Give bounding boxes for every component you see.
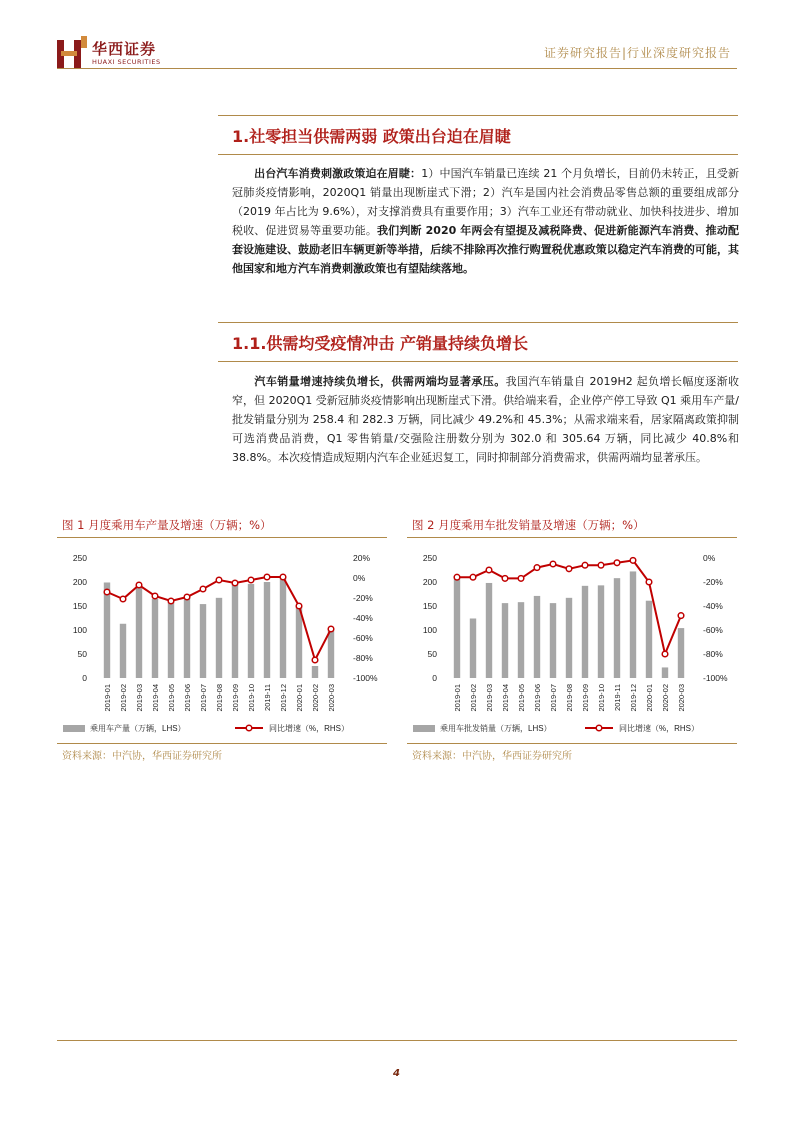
growth-point-2019-04 xyxy=(502,576,508,582)
growth-point-2020-02 xyxy=(312,657,318,663)
left-axis-tick-label: 200 xyxy=(72,577,87,587)
section-1-1-lead: 汽车销量增速持续负增长，供需两端均显著承压。 xyxy=(254,375,506,388)
x-axis-tick-label: 2020-02 xyxy=(311,684,320,712)
legend-line-label: 同比增速（%，RHS） xyxy=(269,724,350,733)
x-axis-tick-label: 2019-05 xyxy=(517,684,526,712)
figure-2-top-rule xyxy=(407,537,737,538)
growth-point-2019-07 xyxy=(550,561,556,567)
growth-point-2019-07 xyxy=(200,586,206,592)
section-1-title: 1.社零担当供需两弱 政策出台迫在眉睫 xyxy=(232,127,511,146)
figure-1-source: 资料来源：中汽协，华西证券研究所 xyxy=(62,751,222,762)
right-axis-tick-label: 20% xyxy=(353,553,371,563)
section-1-body: 1）中国汽车销量已连续 21 个月负增长，目前仍未转正，且受新冠肺炎疫情影响，2020Q1 销量出现断崖式下滑；2）汽车是国内社会消费品零售总额的重要组成部分（2019 年占比为 9.6%），对支撑消费具有重要作用；3）汽车工业还有带动就业、加快科技进步、增加税收、促进贸易等重要功能。 xyxy=(232,167,739,237)
figure-2-title: 图 2 月度乘用车批发销量及增速（万辆；%） xyxy=(412,518,645,532)
growth-point-2020-01 xyxy=(646,579,652,585)
growth-point-2019-12 xyxy=(280,574,286,580)
growth-point-2019-05 xyxy=(168,598,174,604)
bar-2019-11 xyxy=(264,582,270,678)
x-axis-tick-label: 2019-04 xyxy=(151,684,160,712)
bar-2019-04 xyxy=(502,603,508,678)
x-axis-tick-label: 2019-01 xyxy=(103,684,112,712)
bar-2019-11 xyxy=(614,578,620,678)
x-axis-tick-label: 2019-07 xyxy=(199,684,208,712)
right-axis-tick-label: -20% xyxy=(353,593,373,603)
bar-2019-07 xyxy=(200,604,206,678)
bar-2019-06 xyxy=(184,598,190,678)
left-axis-tick-label: 0 xyxy=(432,673,437,683)
x-axis-tick-label: 2020-01 xyxy=(645,684,654,712)
figure-1-title: 图 1 月度乘用车产量及增速（万辆；%） xyxy=(62,518,272,532)
section-1-1-body: 我国汽车销量自 2019H2 起负增长幅度逐渐收窄，但 2020Q1 受新冠肺炎疫情影响出现断崖式下滑。供给端来看，企业停产停工导致 Q1 乘用车产量/批发销量分别为 258.4 和 282.3 万辆，同比减少 49.2%和 45.3%；从需求端来看，居家隔离政策抑制可选消费品消费，Q1 零售销量/交强险注册数分别为 302.0 和 305.64 万辆，同比减少 40.8%和 38.8%。本次疫情造成短期内汽车企业延迟复工，同时抑制部分消费需求，供需两端均显著承压。 xyxy=(232,375,739,464)
x-axis-tick-label: 2019-09 xyxy=(581,684,590,712)
bar-2019-10 xyxy=(248,584,254,678)
left-axis-tick-label: 100 xyxy=(72,625,87,635)
x-axis-tick-label: 2019-12 xyxy=(279,684,288,712)
bar-2019-09 xyxy=(232,584,238,678)
legend-line-marker xyxy=(246,725,252,731)
header-divider xyxy=(57,68,737,69)
logo-text-en: HUAXI SECURITIES xyxy=(92,58,161,66)
x-axis-tick-label: 2019-08 xyxy=(565,684,574,712)
bar-2019-08 xyxy=(216,598,222,678)
growth-point-2020-02 xyxy=(662,651,668,657)
growth-point-2019-11 xyxy=(264,574,270,580)
legend-bar-swatch xyxy=(413,725,435,732)
growth-point-2020-03 xyxy=(678,613,684,619)
bar-2019-07 xyxy=(550,603,556,678)
section-1-1-title: 1.1.供需均受疫情冲击 产销量持续负增长 xyxy=(232,334,528,353)
growth-point-2019-08 xyxy=(566,566,572,572)
right-axis-tick-label: -60% xyxy=(703,625,723,635)
growth-point-2019-01 xyxy=(454,574,460,580)
growth-point-2019-10 xyxy=(598,562,604,568)
right-axis-tick-label: -20% xyxy=(703,577,723,587)
figure-2-source: 资料来源：中汽协，华西证券研究所 xyxy=(412,751,572,762)
growth-point-2019-01 xyxy=(104,589,110,595)
figure-2-bottom-rule xyxy=(407,743,737,744)
bar-2019-02 xyxy=(120,624,126,678)
legend-line-label: 同比增速（%，RHS） xyxy=(619,724,700,733)
left-axis-tick-label: 150 xyxy=(422,601,437,611)
bar-2019-12 xyxy=(630,571,636,678)
x-axis-tick-label: 2019-02 xyxy=(469,684,478,712)
left-axis-tick-label: 50 xyxy=(77,649,87,659)
growth-point-2019-03 xyxy=(136,582,142,588)
left-axis-tick-label: 100 xyxy=(422,625,437,635)
legend-line-marker xyxy=(596,725,602,731)
x-axis-tick-label: 2019-07 xyxy=(549,684,558,712)
legend-bar-label: 乘用车产量（万辆，LHS） xyxy=(90,724,186,733)
figure-1-bottom-rule xyxy=(57,743,387,744)
right-axis-tick-label: 0% xyxy=(353,573,366,583)
report-type-label: 证券研究报告|行业深度研究报告 xyxy=(543,46,731,60)
footer-divider xyxy=(57,1040,737,1041)
bar-2020-03 xyxy=(328,631,334,678)
bar-2019-12 xyxy=(280,577,286,678)
right-axis-tick-label: -100% xyxy=(353,673,378,683)
bar-2020-01 xyxy=(646,601,652,678)
growth-point-2019-06 xyxy=(534,565,540,571)
growth-point-2019-04 xyxy=(152,593,158,599)
x-axis-tick-label: 2019-08 xyxy=(215,684,224,712)
x-axis-tick-label: 2020-03 xyxy=(677,684,686,712)
bar-2019-02 xyxy=(470,618,476,678)
x-axis-tick-label: 2019-01 xyxy=(453,684,462,712)
bar-2019-04 xyxy=(152,599,158,678)
bar-2019-01 xyxy=(454,577,460,678)
growth-point-2019-10 xyxy=(248,577,254,583)
section-1-paragraph xyxy=(232,164,739,278)
bar-2020-02 xyxy=(662,667,668,678)
x-axis-tick-label: 2019-11 xyxy=(263,684,272,711)
growth-point-2019-02 xyxy=(470,574,476,580)
left-axis-tick-label: 250 xyxy=(422,553,437,563)
bar-2019-06 xyxy=(534,596,540,678)
right-axis-tick-label: -80% xyxy=(703,649,723,659)
x-axis-tick-label: 2019-10 xyxy=(597,684,606,712)
bar-2020-02 xyxy=(312,666,318,678)
left-axis-tick-label: 250 xyxy=(72,553,87,563)
x-axis-tick-label: 2019-06 xyxy=(183,684,192,712)
legend-bar-swatch xyxy=(63,725,85,732)
figure-1-chart xyxy=(57,543,387,741)
growth-point-2019-08 xyxy=(216,577,222,583)
left-axis-tick-label: 200 xyxy=(422,577,437,587)
section-1-1-paragraph xyxy=(232,372,739,467)
growth-point-2020-01 xyxy=(296,603,302,609)
x-axis-tick-label: 2019-04 xyxy=(501,684,510,712)
growth-point-2019-06 xyxy=(184,594,190,600)
growth-point-2019-09 xyxy=(582,562,588,568)
left-axis-tick-label: 0 xyxy=(82,673,87,683)
growth-point-2019-12 xyxy=(630,558,636,564)
x-axis-tick-label: 2019-03 xyxy=(485,684,494,712)
right-axis-tick-label: -100% xyxy=(703,673,728,683)
x-axis-tick-label: 2019-10 xyxy=(247,684,256,712)
section-1-conclusion: 我们判断 2020 年两会有望提及减税降费、促进新能源汽车消费、推动配套设施建设、鼓励老旧车辆更新等举措，后续不排除再次推行购置税优惠政策以稳定汽车消费的可能，其他国家和地方汽车消费刺激政策也有望陆续落地。 xyxy=(232,224,739,275)
bar-2019-10 xyxy=(598,585,604,678)
bar-2019-05 xyxy=(168,601,174,678)
bar-2019-09 xyxy=(582,586,588,678)
figure-1-top-rule xyxy=(57,537,387,538)
legend-bar-label: 乘用车批发销量（万辆，LHS） xyxy=(440,724,552,733)
right-axis-tick-label: -40% xyxy=(703,601,723,611)
page-number: 4 xyxy=(393,1068,400,1079)
x-axis-tick-label: 2019-09 xyxy=(231,684,240,712)
bar-2020-01 xyxy=(296,607,302,678)
growth-point-2019-03 xyxy=(486,567,492,573)
growth-point-2019-09 xyxy=(232,580,238,586)
bar-2019-05 xyxy=(518,602,524,678)
x-axis-tick-label: 2019-02 xyxy=(119,684,128,712)
growth-point-2019-11 xyxy=(614,560,620,566)
right-axis-tick-label: -40% xyxy=(353,613,373,623)
bar-2019-03 xyxy=(486,583,492,678)
right-axis-tick-label: 0% xyxy=(703,553,716,563)
bar-2019-01 xyxy=(104,582,110,678)
bar-2019-08 xyxy=(566,598,572,678)
x-axis-tick-label: 2019-12 xyxy=(629,684,638,712)
page-header xyxy=(0,0,793,80)
x-axis-tick-label: 2020-01 xyxy=(295,684,304,712)
figure-2-chart xyxy=(407,543,737,741)
x-axis-tick-label: 2019-11 xyxy=(613,684,622,711)
x-axis-tick-label: 2019-03 xyxy=(135,684,144,712)
x-axis-tick-label: 2020-03 xyxy=(327,684,336,712)
bar-2019-03 xyxy=(136,586,142,678)
section-1-lead: 出台汽车消费刺激政策迫在眉睫： xyxy=(254,167,422,180)
growth-point-2019-05 xyxy=(518,576,524,582)
growth-point-2020-03 xyxy=(328,626,334,632)
x-axis-tick-label: 2019-05 xyxy=(167,684,176,712)
bar-2020-03 xyxy=(678,628,684,678)
right-axis-tick-label: -80% xyxy=(353,653,373,663)
right-axis-tick-label: -60% xyxy=(353,633,373,643)
growth-point-2019-02 xyxy=(120,596,126,602)
left-axis-tick-label: 50 xyxy=(427,649,437,659)
x-axis-tick-label: 2020-02 xyxy=(661,684,670,712)
x-axis-tick-label: 2019-06 xyxy=(533,684,542,712)
huaxi-logo-icon xyxy=(57,36,87,70)
left-axis-tick-label: 150 xyxy=(72,601,87,611)
logo-text-cn: 华西证券 xyxy=(92,40,157,58)
